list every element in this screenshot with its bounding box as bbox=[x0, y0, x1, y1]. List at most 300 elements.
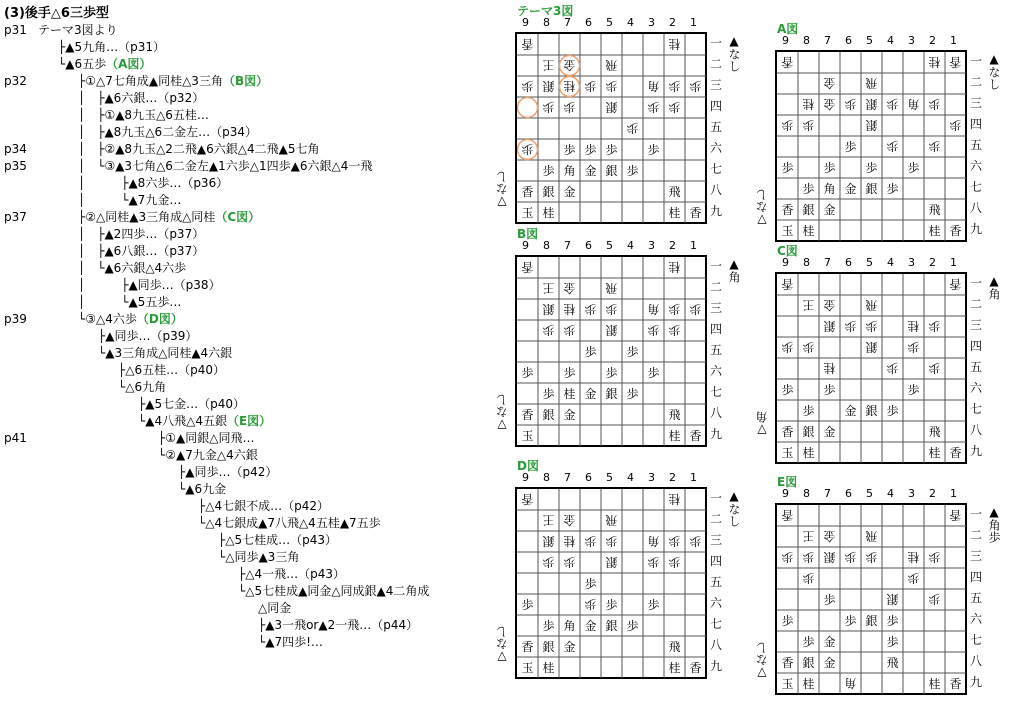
tree-line bbox=[258, 617, 418, 634]
row-number: 八 bbox=[969, 423, 982, 437]
gote-piece: 歩 bbox=[949, 118, 962, 132]
gote-piece: 桂 bbox=[907, 319, 920, 333]
sente-piece: 銀 bbox=[605, 387, 618, 401]
column-number: 1 bbox=[950, 256, 957, 269]
column-number: 5 bbox=[606, 239, 613, 252]
move-text: │ └▲7九金… bbox=[78, 193, 182, 207]
move-text: │ ├▲8九玉△6二金左…（p34） bbox=[78, 125, 258, 139]
sente-piece: 香 bbox=[521, 185, 534, 199]
row-number: 七 bbox=[969, 633, 982, 647]
gote-piece: 歩 bbox=[605, 79, 618, 93]
page-title: (3)後手△6三歩型 bbox=[4, 6, 109, 21]
sente-piece: 桂 bbox=[563, 387, 576, 401]
column-number: 6 bbox=[845, 487, 852, 500]
tree-line bbox=[158, 447, 258, 464]
row-numbers bbox=[709, 33, 723, 222]
column-number: 5 bbox=[866, 487, 873, 500]
sente-hand: ▲なし bbox=[987, 52, 1001, 90]
column-number: 9 bbox=[522, 16, 529, 29]
gote-piece: 歩 bbox=[844, 97, 857, 111]
sente-piece: 歩 bbox=[626, 345, 639, 359]
row-number: 三 bbox=[709, 533, 722, 547]
sente-piece: 銀 bbox=[865, 404, 878, 418]
row-number: 五 bbox=[969, 360, 982, 374]
board-label: テーマ3図 bbox=[517, 4, 574, 18]
row-number: 三 bbox=[969, 96, 982, 110]
gote-piece: 歩 bbox=[886, 139, 899, 153]
move-text: │ ├▲6八銀…（p37） bbox=[78, 244, 205, 258]
tree-line bbox=[158, 430, 254, 447]
sente-piece: 桂 bbox=[928, 224, 941, 238]
column-number: 3 bbox=[648, 239, 655, 252]
sente-piece: 桂 bbox=[802, 446, 815, 460]
row-number: 九 bbox=[969, 222, 982, 236]
gote-piece: 桂 bbox=[907, 550, 920, 564]
board-grid bbox=[517, 34, 706, 223]
gote-piece: 王 bbox=[802, 529, 815, 543]
row-number: 六 bbox=[709, 364, 722, 378]
move-text: └③△4六歩 bbox=[78, 312, 137, 326]
sente-piece: 金 bbox=[823, 635, 836, 649]
sente-piece: 歩 bbox=[844, 140, 857, 154]
column-number: 3 bbox=[908, 34, 915, 47]
column-number: 4 bbox=[887, 256, 894, 269]
gote-piece: 歩 bbox=[886, 361, 899, 375]
gote-piece: 歩 bbox=[647, 323, 660, 337]
gote-piece: 歩 bbox=[928, 361, 941, 375]
move-text: │ ├②▲8九玉△2二飛▲6六銀△4二飛▲5七角 bbox=[78, 142, 320, 156]
gote-piece: 歩 bbox=[689, 302, 702, 316]
tree-line bbox=[118, 379, 166, 396]
sente-piece: 飛 bbox=[886, 656, 899, 670]
column-number: 5 bbox=[866, 34, 873, 47]
row-number: 二 bbox=[969, 297, 982, 311]
sente-piece: 歩 bbox=[886, 635, 899, 649]
move-text: ├①▲同銀△同飛… bbox=[158, 431, 255, 445]
column-number: 3 bbox=[648, 471, 655, 484]
sente-piece: 歩 bbox=[802, 182, 815, 196]
sente-piece: 角 bbox=[563, 619, 576, 633]
gote-piece: 歩 bbox=[907, 340, 920, 354]
column-number: 1 bbox=[690, 239, 697, 252]
sente-piece: 桂 bbox=[802, 677, 815, 691]
sente-piece: 飛 bbox=[928, 203, 941, 217]
move-text: ├▲同歩…（p39） bbox=[98, 329, 198, 343]
figure-ref: （E図） bbox=[226, 414, 272, 428]
gote-piece: 歩 bbox=[626, 121, 639, 135]
sente-piece: 銀 bbox=[605, 619, 618, 633]
column-number: 4 bbox=[627, 239, 634, 252]
column-number: 6 bbox=[845, 256, 852, 269]
row-number: 三 bbox=[969, 549, 982, 563]
gote-piece: 歩 bbox=[584, 597, 597, 611]
gote-piece: 歩 bbox=[802, 118, 815, 132]
gote-piece: 香 bbox=[781, 277, 794, 291]
gote-piece: 飛 bbox=[865, 298, 878, 312]
sente-piece: 歩 bbox=[605, 598, 618, 612]
gote-piece: 香 bbox=[521, 37, 534, 51]
sente-piece: 桂 bbox=[668, 206, 681, 220]
sente-piece: 歩 bbox=[626, 164, 639, 178]
move-text: └△4七銀成▲7八飛△4五桂▲7五歩 bbox=[198, 516, 381, 530]
gote-piece: 歩 bbox=[668, 555, 681, 569]
move-text: └▲6五歩 bbox=[58, 57, 107, 71]
gote-piece: 香 bbox=[949, 277, 962, 291]
sente-hand: ▲角歩 bbox=[987, 505, 1001, 543]
sente-piece: 香 bbox=[689, 661, 702, 675]
move-text: ├△6五桂…（p40） bbox=[118, 363, 225, 377]
sente-piece: 歩 bbox=[584, 143, 597, 157]
move-text: └△6九角 bbox=[118, 380, 167, 394]
column-number: 3 bbox=[908, 256, 915, 269]
sente-piece: 香 bbox=[521, 640, 534, 654]
tree-line bbox=[118, 362, 225, 379]
tree-line bbox=[78, 175, 228, 192]
sente-piece: 香 bbox=[949, 677, 962, 691]
gote-hand: ▽なし bbox=[495, 626, 509, 664]
sente-piece: 歩 bbox=[647, 143, 660, 157]
gote-piece: 銀 bbox=[605, 323, 618, 337]
gote-piece: 王 bbox=[542, 513, 555, 527]
row-number: 七 bbox=[969, 180, 982, 194]
column-number: 5 bbox=[606, 16, 613, 29]
gote-hand: ▽なし bbox=[755, 642, 769, 680]
gote-piece: 歩 bbox=[865, 319, 878, 333]
gote-piece: 王 bbox=[542, 281, 555, 295]
sente-piece: 歩 bbox=[886, 404, 899, 418]
sente-piece: 歩 bbox=[865, 161, 878, 175]
column-number: 4 bbox=[627, 16, 634, 29]
board-label: D図 bbox=[517, 459, 539, 473]
page-ref: p35 bbox=[4, 159, 27, 173]
row-number: 七 bbox=[709, 385, 722, 399]
figure-ref: （B図） bbox=[222, 74, 269, 88]
column-numbers bbox=[775, 256, 964, 269]
row-number: 八 bbox=[709, 183, 722, 197]
sente-piece: 銀 bbox=[542, 408, 555, 422]
sente-piece: 歩 bbox=[781, 161, 794, 175]
gote-piece: 飛 bbox=[605, 513, 618, 527]
move-text: ├▲5九角…（p31） bbox=[58, 40, 165, 54]
gote-piece: 桂 bbox=[668, 37, 681, 51]
sente-piece: 香 bbox=[949, 446, 962, 460]
tree-line bbox=[138, 413, 271, 430]
row-number: 一 bbox=[709, 491, 722, 505]
sente-hand: ▲なし bbox=[727, 489, 741, 527]
column-numbers bbox=[775, 34, 964, 47]
row-number: 三 bbox=[709, 78, 722, 92]
column-number: 6 bbox=[845, 34, 852, 47]
gote-piece: 金 bbox=[563, 281, 576, 295]
row-number: 八 bbox=[969, 654, 982, 668]
gote-piece: 歩 bbox=[886, 97, 899, 111]
figure-ref: （A図） bbox=[106, 57, 152, 71]
column-number: 4 bbox=[627, 471, 634, 484]
board-grid bbox=[777, 505, 966, 694]
sente-piece: 歩 bbox=[802, 404, 815, 418]
sente-piece: 飛 bbox=[668, 185, 681, 199]
column-number: 2 bbox=[669, 16, 676, 29]
gote-piece: 香 bbox=[949, 508, 962, 522]
sente-piece: 銀 bbox=[542, 640, 555, 654]
gote-piece: 銀 bbox=[605, 555, 618, 569]
row-number: 四 bbox=[709, 99, 722, 113]
tree-line bbox=[138, 396, 245, 413]
gote-piece: 銀 bbox=[886, 592, 899, 606]
row-numbers bbox=[969, 51, 983, 240]
sente-piece: 玉 bbox=[781, 446, 794, 460]
row-number: 二 bbox=[709, 57, 722, 71]
move-text: └△同歩▲3三角 bbox=[218, 550, 300, 564]
gote-piece: 歩 bbox=[802, 550, 815, 564]
gote-piece: 桂 bbox=[563, 79, 576, 93]
row-number: 一 bbox=[969, 507, 982, 521]
move-text: ├△5七桂成…（p43） bbox=[218, 533, 337, 547]
row-number: 一 bbox=[709, 259, 722, 273]
gote-piece: 歩 bbox=[668, 100, 681, 114]
tree-line bbox=[78, 107, 209, 124]
sente-hand: ▲角 bbox=[987, 274, 1001, 300]
sente-piece: 銀 bbox=[802, 656, 815, 670]
row-number: 九 bbox=[709, 204, 722, 218]
gote-piece: 桂 bbox=[928, 55, 941, 69]
gote-piece: 歩 bbox=[542, 323, 555, 337]
column-number: 6 bbox=[585, 239, 592, 252]
gote-piece: 金 bbox=[823, 529, 836, 543]
column-number: 9 bbox=[522, 471, 529, 484]
move-text: └▲6九金 bbox=[178, 482, 227, 496]
sente-piece: 玉 bbox=[521, 661, 534, 675]
sente-piece: 歩 bbox=[521, 366, 534, 380]
gote-piece: 歩 bbox=[928, 319, 941, 333]
gote-hand: ▽なし bbox=[755, 189, 769, 227]
sente-piece: 桂 bbox=[542, 206, 555, 220]
sente-piece: 角 bbox=[823, 182, 836, 196]
column-number: 2 bbox=[929, 34, 936, 47]
move-text: ├▲5七金…（p40） bbox=[138, 397, 245, 411]
row-number: 八 bbox=[709, 638, 722, 652]
column-number: 2 bbox=[929, 487, 936, 500]
column-number: 1 bbox=[690, 471, 697, 484]
column-number: 9 bbox=[782, 256, 789, 269]
sente-piece: 金 bbox=[563, 408, 576, 422]
sente-piece: 歩 bbox=[647, 366, 660, 380]
gote-piece: 角 bbox=[907, 97, 920, 111]
column-number: 6 bbox=[585, 471, 592, 484]
tree-line bbox=[178, 464, 277, 481]
column-number: 7 bbox=[564, 239, 571, 252]
tree-line bbox=[258, 634, 323, 651]
move-text: │ ├▲同歩…（p38） bbox=[78, 278, 221, 292]
gote-hand: ▽角 bbox=[755, 411, 769, 437]
move-text: └▲4八飛△4五銀 bbox=[138, 414, 227, 428]
row-number: 二 bbox=[709, 512, 722, 526]
gote-hand: ▽なし bbox=[495, 394, 509, 432]
gote-piece: 銀 bbox=[865, 340, 878, 354]
row-number: 二 bbox=[709, 280, 722, 294]
gote-piece: 歩 bbox=[668, 79, 681, 93]
row-number: 七 bbox=[709, 617, 722, 631]
gote-piece: 角 bbox=[647, 79, 660, 93]
move-text: テーマ3図より bbox=[38, 23, 118, 37]
column-number: 9 bbox=[782, 34, 789, 47]
gote-piece: 角 bbox=[647, 302, 660, 316]
sente-piece: 香 bbox=[781, 656, 794, 670]
gote-piece: 桂 bbox=[563, 302, 576, 316]
row-number: 九 bbox=[969, 444, 982, 458]
shogi-board bbox=[775, 503, 967, 695]
column-numbers bbox=[775, 487, 964, 500]
row-numbers bbox=[709, 256, 723, 445]
gote-piece: 歩 bbox=[521, 79, 534, 93]
gote-piece: 歩 bbox=[928, 550, 941, 564]
column-number: 7 bbox=[824, 256, 831, 269]
board-grid bbox=[777, 274, 966, 463]
gote-piece: 王 bbox=[542, 58, 555, 72]
sente-piece: 歩 bbox=[823, 161, 836, 175]
sente-piece: 歩 bbox=[907, 161, 920, 175]
tree-line bbox=[258, 600, 291, 617]
gote-piece: 歩 bbox=[781, 550, 794, 564]
tree-line bbox=[78, 243, 204, 260]
row-number: 五 bbox=[709, 575, 722, 589]
move-text: └②▲7九金△4六銀 bbox=[158, 448, 258, 462]
page-ref: p39 bbox=[4, 312, 27, 326]
gote-piece: 桂 bbox=[668, 260, 681, 274]
sente-piece: 歩 bbox=[626, 619, 639, 633]
sente-piece: 銀 bbox=[802, 203, 815, 217]
column-number: 2 bbox=[929, 256, 936, 269]
gote-piece: 歩 bbox=[563, 323, 576, 337]
sente-piece: 金 bbox=[823, 425, 836, 439]
column-number: 1 bbox=[690, 16, 697, 29]
column-number: 4 bbox=[887, 487, 894, 500]
column-number: 9 bbox=[522, 239, 529, 252]
sente-piece: 飛 bbox=[668, 640, 681, 654]
gote-piece: 銀 bbox=[605, 100, 618, 114]
sente-piece: 香 bbox=[689, 206, 702, 220]
row-number: 三 bbox=[709, 301, 722, 315]
tree-line bbox=[78, 192, 181, 209]
gote-piece: 歩 bbox=[563, 555, 576, 569]
column-number: 8 bbox=[803, 34, 810, 47]
gote-piece: 銀 bbox=[865, 97, 878, 111]
sente-piece: 金 bbox=[844, 182, 857, 196]
row-number: 六 bbox=[709, 596, 722, 610]
row-number: 一 bbox=[709, 36, 722, 50]
move-text: │ ├▲6六銀…（p32） bbox=[78, 91, 205, 105]
sente-piece: 歩 bbox=[844, 614, 857, 628]
gote-piece: 香 bbox=[949, 55, 962, 69]
gote-piece: 桂 bbox=[802, 97, 815, 111]
tree-line bbox=[38, 22, 118, 39]
sente-piece: 歩 bbox=[542, 387, 555, 401]
sente-piece: 歩 bbox=[802, 635, 815, 649]
gote-piece: 歩 bbox=[668, 323, 681, 337]
column-number: 5 bbox=[866, 256, 873, 269]
tree-line bbox=[238, 583, 429, 600]
gote-piece: 飛 bbox=[605, 281, 618, 295]
sente-piece: 金 bbox=[563, 185, 576, 199]
move-text: ├②△同桂▲3三角成△同桂 bbox=[78, 210, 216, 224]
shogi-board bbox=[515, 255, 707, 447]
row-number: 二 bbox=[969, 75, 982, 89]
row-number: 一 bbox=[969, 54, 982, 68]
row-number: 一 bbox=[969, 276, 982, 290]
gote-piece: 歩 bbox=[584, 302, 597, 316]
gote-piece: 銀 bbox=[542, 79, 555, 93]
page-ref: p41 bbox=[4, 431, 27, 445]
sente-piece: 飛 bbox=[928, 425, 941, 439]
sente-piece: 香 bbox=[689, 429, 702, 443]
gote-piece: 歩 bbox=[563, 100, 576, 114]
gote-piece: 香 bbox=[781, 508, 794, 522]
sente-piece: 桂 bbox=[928, 446, 941, 460]
gote-piece: 歩 bbox=[781, 118, 794, 132]
move-text: ├▲同歩…（p42） bbox=[178, 465, 278, 479]
row-number: 四 bbox=[969, 117, 982, 131]
column-number: 1 bbox=[950, 487, 957, 500]
sente-piece: 玉 bbox=[521, 206, 534, 220]
row-numbers bbox=[969, 504, 983, 693]
gote-piece: 歩 bbox=[521, 142, 534, 156]
sente-piece: 歩 bbox=[521, 598, 534, 612]
sente-piece: 金 bbox=[584, 164, 597, 178]
gote-piece: 歩 bbox=[542, 100, 555, 114]
gote-piece: 金 bbox=[563, 513, 576, 527]
column-number: 2 bbox=[669, 239, 676, 252]
shogi-board bbox=[515, 32, 707, 224]
tree-line bbox=[78, 158, 372, 175]
row-number: 五 bbox=[969, 138, 982, 152]
sente-piece: 歩 bbox=[823, 383, 836, 397]
row-number: 四 bbox=[709, 322, 722, 336]
board-grid bbox=[517, 489, 706, 678]
gote-piece: 歩 bbox=[689, 534, 702, 548]
sente-piece: 桂 bbox=[802, 224, 815, 238]
row-number: 九 bbox=[709, 427, 722, 441]
tree-line bbox=[58, 39, 165, 56]
row-number: 五 bbox=[969, 591, 982, 605]
row-number: 三 bbox=[969, 318, 982, 332]
sente-piece: 歩 bbox=[605, 366, 618, 380]
move-text: ├①△7七角成▲同桂△3三角 bbox=[78, 74, 223, 88]
sente-piece: 金 bbox=[823, 203, 836, 217]
shogi-board bbox=[775, 272, 967, 464]
column-numbers bbox=[515, 239, 704, 252]
sente-piece: 銀 bbox=[802, 425, 815, 439]
gote-piece: 桂 bbox=[823, 361, 836, 375]
move-text: │ ├▲2四歩…（p37） bbox=[78, 227, 205, 241]
sente-piece: 飛 bbox=[668, 408, 681, 422]
sente-piece: 銀 bbox=[542, 185, 555, 199]
tree-line bbox=[218, 549, 299, 566]
column-number: 8 bbox=[543, 16, 550, 29]
page-ref: p31 bbox=[4, 23, 27, 37]
tree-line bbox=[78, 311, 183, 328]
gote-piece: 銀 bbox=[542, 534, 555, 548]
sente-piece: 金 bbox=[563, 640, 576, 654]
column-number: 8 bbox=[803, 256, 810, 269]
column-number: 6 bbox=[585, 16, 592, 29]
tree-line bbox=[78, 141, 320, 158]
gote-piece: 歩 bbox=[844, 319, 857, 333]
column-number: 7 bbox=[564, 471, 571, 484]
row-number: 七 bbox=[709, 162, 722, 176]
gote-piece: 歩 bbox=[802, 340, 815, 354]
column-number: 9 bbox=[782, 487, 789, 500]
sente-piece: 歩 bbox=[907, 383, 920, 397]
